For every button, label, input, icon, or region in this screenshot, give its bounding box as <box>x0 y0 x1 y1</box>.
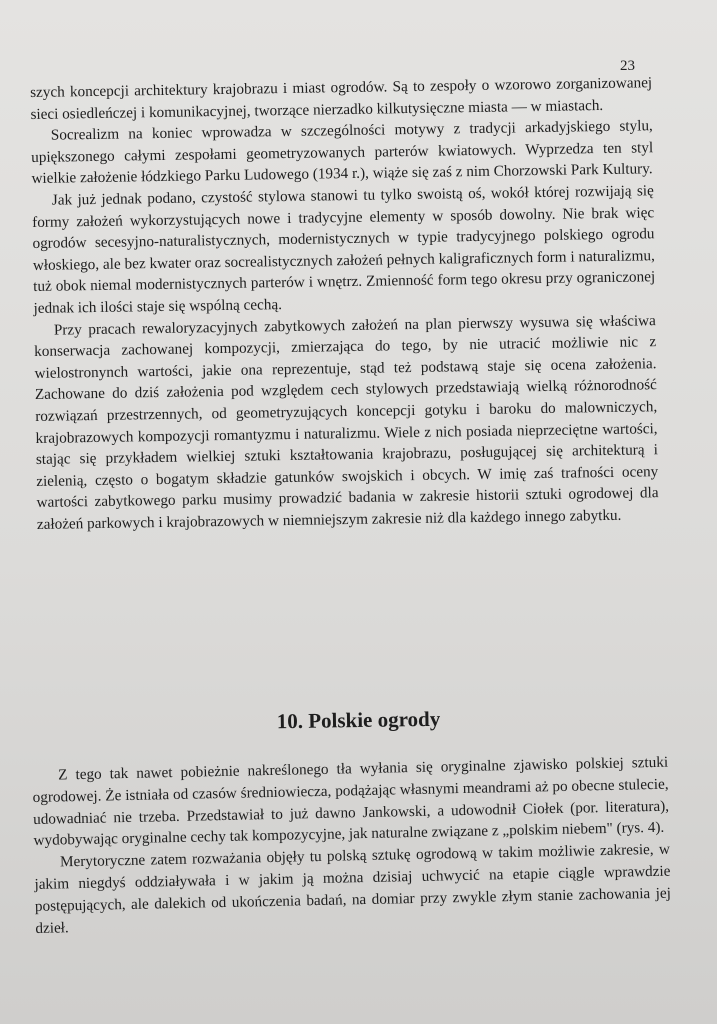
paragraph: Jak już jednak podano, czystość stylowa stanowi tu tylko swoistą oś, wokół której rozwijają się formy założeń wykorzystujących nowe i tradycyjne elementy w sposób dowolny. Nie brak więc ogrodów secesyjno-naturalistycznych, modernistycznych w typie tradycyjnego polskiego ogrodu włoskiego, ale bez kwater oraz socrealistycznych założeń pełnych kaligraficznych form i naturalizmu, tuż obok niemal modernistycznych parterów i wnętrz. Zmienność form tego okresu przy ograniczonej jednak ich ilości staje się wspólną cechą. <box>32 182 656 317</box>
paragraph: szych koncepcji architektury krajobrazu i miast ogrodów. Są to zespoły o wzorowo zorganizowanej sieci osiedleńczej i komunikacyjnej, tworzące nierzadko kilkutysięczne miasta — w miastach. <box>30 74 653 123</box>
section-heading: 10. Polskie ogrody <box>276 706 441 734</box>
body-text-section-1 <box>30 72 659 535</box>
paragraph: Z tego tak nawet pobieżnie nakreślonego tła wyłania się oryginalne zjawisko polskiej sztuki ogrodowej. Że istniała od czasów średniowiecza, podążając własnymi meandrami aż po obecne stulecie, udowadniać nie trzeba. Przedstawiał to już dawno Jankowski, a udowodnił Ciołek (por. literatura), wydobywając oryginalne cechy tak kompozycyjne, jak naturalne związane z „polskim niebem" (rys. 4). <box>32 753 670 850</box>
paragraph: Socrealizm na koniec wprowadza w szczególności motywy z tradycji arkadyjskiego stylu, upiększonego całymi zespołami geometryzowanych parterów kwiatowych. Wyprzedza ten styl wielkie założenie łódzkiego Parku Ludowego (1934 r.), wiąże się zaś z nim Chorzowski Park Kultury. <box>31 117 654 188</box>
paragraph: Merytoryczne zatem rozważania objęły tu polską sztukę ogrodową w takim możliwie zakresie, w jakim niegdyś oddziaływała i w jakim ją można dzisiaj uchwycić na etapie ciągle wprawdzie postępujących, ale dalekich od ukończenia badań, na domiar przy zwykle złym stanie zachowania jej dzieł. <box>34 840 671 937</box>
paragraph: Przy pracach rewaloryzacyjnych zabytkowych założeń na plan pierwszy wysuwa się właściwa konserwacja zachowanej kompozycji, zmierzająca do tego, by nie utracić możliwie nic z wielostronynch wartości, jakie ona reprezentuje, stąd też podstawą staje się ocena założenia. Zachowane do dziś założenia pod względem cech stylowych przedstawiają wielką różnorodność rozwiązań przestrzennych, od geometryzujących koncepcji gotyku i baroku do malowniczych, krajobrazowych kompozycji romantyzmu i naturalizmu. Wiele z nich posiada nieprzeciętne wartości, stając się przykładem wielkiej sztuki kształtowania krajobrazu, posługującej się architekturą i zielenią, często o bogatym składzie gatunków swojskich i obcych. W imię zaś trafności oceny wartości zabytkowego parku musimy prowadzić badania w zakresie historii sztuki ogrodowej dla założeń parkowych i krajobrazowych w niemniejszym zakresie niż dla każdego innego zabytku. <box>34 311 659 533</box>
body-text-section-2 <box>32 752 672 940</box>
page-number: 23 <box>620 58 635 74</box>
